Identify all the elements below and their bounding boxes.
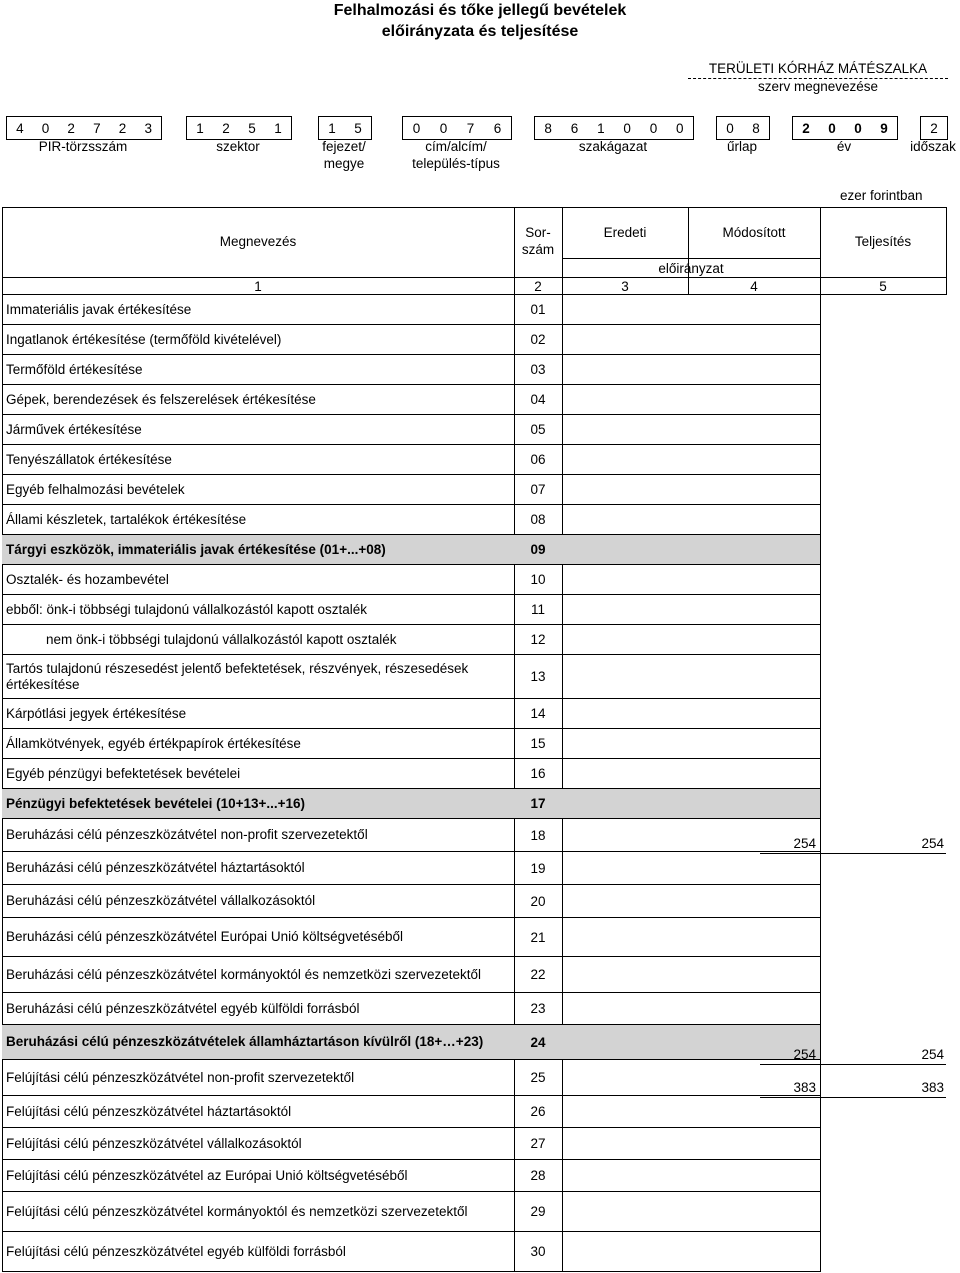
row-number: 29 (530, 1204, 546, 1219)
row-label: Gépek, berendezések és felszerelések értékesítése (6, 391, 316, 407)
code-fejezet (318, 116, 372, 140)
code-digit: 0 (41, 120, 50, 136)
code-digit: 8 (544, 120, 552, 136)
table-row (2, 993, 820, 1025)
row-label: Osztalék- és hozambevétel (6, 571, 169, 587)
col-number: 2 (534, 279, 542, 294)
row-number: 08 (530, 512, 546, 527)
code-label-idoszak: időszak (910, 139, 956, 154)
table-row (2, 355, 820, 385)
code-label-pir: PIR-törzsszám (38, 139, 128, 154)
code-digit: 0 (854, 120, 862, 136)
row-number: 05 (530, 422, 546, 437)
table-row (2, 1128, 820, 1160)
value-24-modositott: 254 (793, 1047, 816, 1062)
table-row (2, 325, 820, 355)
page-title: Felhalmozási és tőke jellegű bevételek (333, 2, 627, 19)
table-row (2, 295, 820, 325)
row-label: Beruházási célú pénzeszközátvétel vállalkozásoktól (6, 893, 316, 908)
code-digit: 2 (222, 120, 230, 136)
code-digit: 2 (118, 120, 127, 136)
row-number: 25 (530, 1070, 546, 1085)
row-label: Tartós tulajdonú részesedést jelentő befektetések, részvények, részesedések értékesítése (6, 660, 469, 692)
row-label: Egyéb pénzügyi befektetések bevételei (6, 765, 241, 781)
row-label: Beruházási célú pénzeszközátvétel egyéb külföldi forrásból (6, 1000, 360, 1016)
col-divider (820, 207, 821, 1272)
code-digit: 5 (354, 120, 362, 136)
code-label-urlap: űrlap (726, 139, 758, 154)
row-number: 11 (530, 602, 545, 617)
table-row (2, 385, 820, 415)
table-row (2, 625, 820, 655)
row-number: 06 (530, 452, 546, 467)
code-digit: 1 (328, 120, 336, 136)
row-label: Felújítási célú pénzeszközátvétel az Európai Unió költségvetéséből (6, 1167, 408, 1183)
row-number: 02 (530, 332, 546, 347)
row-label: Tárgyi eszközök, immateriális javak értékesítése (01+...+08) (6, 541, 386, 557)
header-sorszam: Sor- szám (521, 225, 555, 257)
row-number: 18 (530, 827, 546, 843)
col-number: 3 (621, 279, 629, 294)
row-number: 20 (530, 893, 546, 909)
row-number: 22 (530, 967, 546, 982)
code-label-szektor: szektor (216, 139, 260, 154)
value-24-teljesites: 254 (921, 1047, 944, 1062)
row-number: 17 (530, 796, 546, 811)
row-number: 26 (530, 1104, 546, 1119)
row-number: 01 (530, 302, 546, 317)
code-label-szakagazat: szakágazat (578, 139, 648, 154)
row-number: 27 (530, 1136, 546, 1151)
table-row (2, 475, 820, 505)
row-label: Kárpótlási jegyek értékesítése (6, 705, 187, 721)
code-digit: 0 (649, 120, 658, 136)
table-row (2, 918, 820, 957)
table-row-total (2, 789, 820, 819)
table-row (2, 1160, 820, 1192)
row-number: 21 (530, 929, 546, 945)
row-label: Felújítási célú pénzeszközátvétel vállalkozásoktól (6, 1135, 302, 1151)
code-digit: 5 (248, 120, 256, 136)
code-digit: 1 (196, 120, 204, 136)
code-cim (402, 116, 512, 140)
row-label: Államkötvények, egyéb értékpapírok értékesítése (6, 735, 301, 751)
page-subtitle: előirányzata és teljesítése (381, 23, 579, 40)
code-pir (6, 116, 162, 140)
row-number: 23 (530, 1001, 546, 1016)
header-megnevezes: Megnevezés (219, 234, 297, 249)
value-25-modositott: 383 (793, 1080, 816, 1095)
organization-label: szerv megnevezése (757, 79, 879, 94)
header-eredeti: Eredeti (603, 225, 647, 240)
table-row (2, 505, 820, 535)
row-label: Tenyészállatok értékesítése (6, 451, 172, 467)
header-modositott: Módosított (722, 225, 786, 240)
row-label: Állami készletek, tartalékok értékesítése (6, 511, 247, 527)
table-row (2, 957, 820, 993)
table-row (2, 1232, 820, 1272)
code-digit: 0 (828, 120, 836, 136)
code-digit: 0 (623, 120, 631, 136)
row-label: Termőföld értékesítése (6, 361, 143, 377)
value-25-teljesites: 383 (921, 1080, 944, 1095)
table-row-total (2, 1025, 820, 1060)
unit-label: ezer forintban (840, 188, 923, 203)
row-number: 07 (530, 482, 546, 497)
row-number: 14 (530, 706, 546, 721)
row-label: ebből: önk-i többségi tulajdonú vállalkozástól kapott osztalék (6, 601, 367, 617)
row-label: Járművek értékesítése (6, 421, 142, 437)
col-number: 4 (750, 279, 758, 294)
code-digit: 0 (439, 120, 448, 136)
row-number: 30 (530, 1244, 546, 1259)
value-18-teljesites: 254 (921, 836, 944, 851)
code-szektor (186, 116, 292, 140)
row-number: 13 (530, 669, 546, 684)
row-number: 04 (530, 392, 546, 407)
code-label-ev: év (836, 139, 852, 154)
row-label: Egyéb felhalmozási bevételek (6, 481, 185, 497)
code-digit: 1 (597, 120, 605, 136)
table-row (2, 759, 820, 789)
table-row (2, 445, 820, 475)
code-digit: 2 (930, 120, 938, 136)
header-eloiranyzat: előirányzat (658, 261, 724, 276)
row-label: Felújítási célú pénzeszközátvétel egyéb külföldi forrásból (6, 1243, 346, 1259)
table-row (2, 852, 820, 885)
table-row (2, 885, 820, 918)
code-digit: 3 (144, 120, 152, 136)
row-number: 28 (530, 1168, 546, 1183)
table-row (2, 1096, 820, 1128)
table-row (2, 699, 820, 729)
row-label: Felújítási célú pénzeszközátvétel non-profit szervezetektől (6, 1069, 355, 1085)
table-row (2, 595, 820, 625)
code-digit: 2 (802, 120, 810, 136)
code-digit: 0 (412, 120, 421, 136)
code-digit: 6 (570, 120, 579, 136)
code-digit: 0 (726, 120, 734, 136)
organization-name: TERÜLETI KÓRHÁZ MÁTÉSZALKA (688, 60, 948, 79)
code-urlap (716, 116, 770, 140)
row-label: Beruházási célú pénzeszközátvétel kormányoktól és nemzetközi szervezetektől (6, 966, 481, 982)
row-label: Pénzügyi befektetések bevételei (10+13+...+16) (6, 795, 306, 811)
code-digit: 7 (466, 120, 475, 136)
row-number: 09 (530, 542, 546, 557)
table-row (2, 655, 820, 699)
row-label: Felújítási célú pénzeszközátvétel háztartásoktól (6, 1103, 292, 1119)
code-digit: 9 (880, 120, 888, 136)
row-number: 16 (530, 766, 546, 781)
row-number: 12 (530, 632, 546, 647)
table-row (2, 1060, 820, 1096)
table-row (2, 819, 820, 852)
code-label-cim: cím/alcím/ település-típus (412, 139, 500, 171)
code-ev (792, 116, 898, 140)
row-number: 19 (530, 860, 546, 876)
code-digit: 1 (274, 120, 282, 136)
code-digit: 2 (67, 120, 75, 136)
row-label: Beruházási célú pénzeszközátvételek államháztartáson kívülről (18+…+23) (6, 1034, 484, 1049)
code-digit: 0 (676, 120, 684, 136)
table-row (2, 1192, 820, 1232)
row-number: 24 (530, 1034, 546, 1050)
row-label: Immateriális javak értékesítése (6, 301, 192, 317)
header-teljesites: Teljesítés (854, 234, 912, 249)
code-digit: 4 (16, 120, 24, 136)
header-top-border (2, 207, 947, 208)
code-digit: 7 (93, 120, 101, 136)
col-number: 1 (254, 279, 262, 294)
code-szakagazat (534, 116, 694, 140)
table-row-total (2, 535, 820, 565)
row-number: 15 (530, 736, 546, 751)
table-row (2, 729, 820, 759)
table-row (2, 415, 820, 445)
row-label: Felújítási célú pénzeszközátvétel kormányoktól és nemzetközi szervezetektől (6, 1203, 468, 1219)
row-label: nem önk-i többségi tulajdonú vállalkozástól kapott osztalék (46, 631, 397, 647)
row-number: 03 (530, 362, 546, 377)
code-idoszak (920, 116, 948, 140)
code-digit: 8 (752, 120, 760, 136)
header-subline (562, 258, 820, 259)
row-label: Ingatlanok értékesítése (termőföld kivételével) (6, 331, 282, 347)
code-digit: 6 (493, 120, 502, 136)
col-number: 5 (879, 279, 887, 294)
value-18-modositott: 254 (793, 836, 816, 851)
table-right-border (946, 207, 947, 295)
row-label: Beruházási célú pénzeszközátvétel háztartásoktól (6, 860, 305, 875)
row-number: 10 (530, 572, 546, 587)
table-row (2, 565, 820, 595)
code-label-fejezet: fejezet/ megye (322, 139, 366, 171)
row-label: Beruházási célú pénzeszközátvétel Európai Unió költségvetéséből (6, 929, 403, 944)
row-label: Beruházási célú pénzeszközátvétel non-profit szervezetektől (6, 827, 368, 842)
